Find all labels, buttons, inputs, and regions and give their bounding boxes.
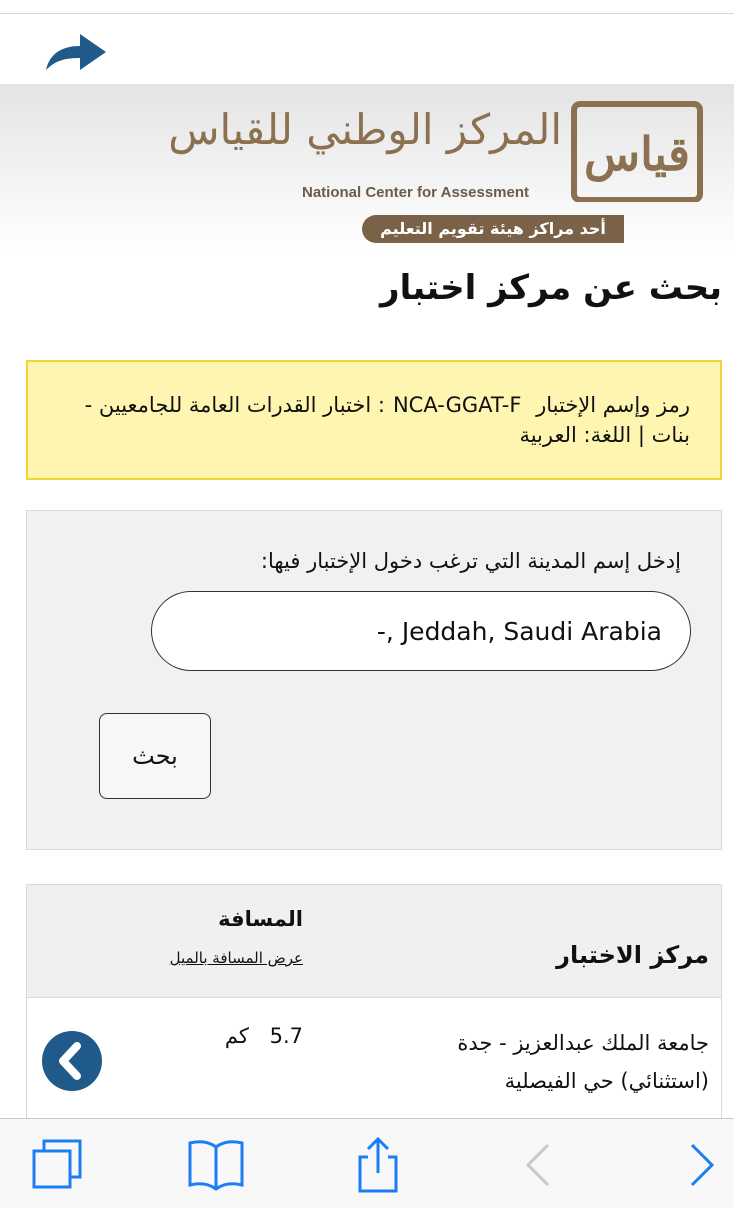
exam-language: العربية [519, 423, 577, 447]
exam-code: NCA-GGAT-F [392, 393, 522, 417]
tabs-icon[interactable] [28, 1135, 88, 1195]
logo-mark-text: قياس [583, 127, 691, 181]
search-panel [26, 510, 722, 850]
search-button[interactable]: بحث [99, 713, 211, 799]
share-icon[interactable] [348, 1135, 408, 1195]
exam-language-label: اللغة: [583, 423, 632, 447]
column-header-center: مركز الاختبار [556, 941, 709, 969]
page-title: بحث عن مركز اختبار [380, 268, 722, 308]
show-miles-link[interactable]: عرض المسافة بالميل [169, 949, 303, 967]
table-row[interactable] [27, 998, 721, 1124]
exam-info-box: رمز وإسم الإختبار NCA-GGAT-F: اختبار القدرات العامة للجامعيين - بنات | اللغة: العربية [26, 360, 722, 480]
browser-toolbar [0, 1118, 734, 1208]
logo-tagline: أحد مراكز هيئة تقويم التعليم [362, 215, 624, 243]
logo-arabic-name: المركز الوطني للقياس [168, 105, 562, 154]
column-header-distance: المسافة [218, 907, 303, 931]
results-table [26, 884, 722, 1124]
result-center-name: جامعة الملك عبدالعزيز - جدة (استثنائي) حي الفيصلية [457, 1031, 709, 1093]
city-input[interactable] [151, 591, 691, 671]
city-label: إدخل إسم المدينة التي ترغب دخول الإختبار فيها: [260, 549, 681, 573]
chevron-left-icon[interactable] [41, 1030, 103, 1092]
logo-english-name: National Center for Assessment [302, 184, 530, 201]
back-chevron-icon[interactable] [508, 1135, 568, 1195]
qiyas-logo-icon [570, 98, 704, 202]
exam-label: رمز وإسم الإختبار [536, 393, 690, 417]
distance-unit: كم [224, 1024, 249, 1048]
results-header [27, 885, 721, 998]
logo-mark [570, 98, 704, 202]
share-arrow-icon[interactable] [40, 30, 110, 76]
result-distance [225, 1024, 303, 1048]
bookmarks-icon[interactable] [186, 1135, 246, 1195]
distance-value: 5.7 [269, 1024, 303, 1048]
status-strip [0, 0, 734, 14]
exam-name: اختبار القدرات العامة للجامعيين - بنات [84, 393, 690, 447]
forward-chevron-icon[interactable] [672, 1135, 732, 1195]
